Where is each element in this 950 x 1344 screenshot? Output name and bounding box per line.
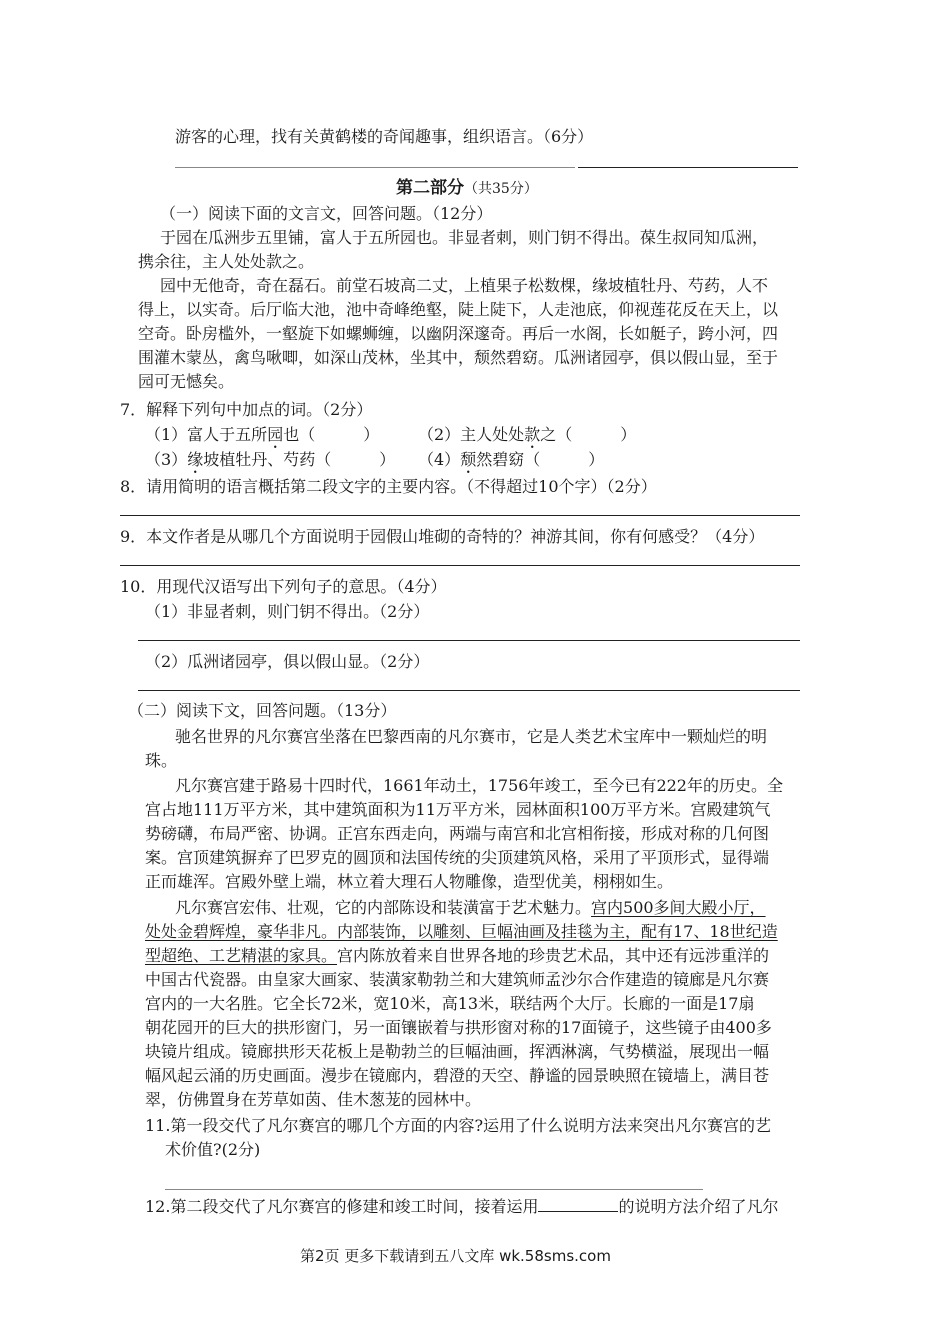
paragraph-line: 驰名世界的凡尔赛宫坐落在巴黎西南的凡尔赛市，它是人类艺术宝库中一颗灿烂的明	[175, 727, 768, 746]
paragraph-line: 凡尔赛宫建于路易十四时代，1661年动土，1756年竣工，至今已有222年的历史。全	[175, 776, 783, 795]
paragraph-line: 空奇。卧房槛外，一壑旋下如螺蛳缠，以幽阴深邃奇。再后一水阁，长如艇子，跨小河，四	[138, 324, 779, 343]
fill-blank[interactable]	[538, 1197, 618, 1212]
answer-line	[138, 640, 800, 641]
paragraph-line: 宫内的一大名胜。它全长72米，宽10米，高13米，联结两个大厅。长廊的一面是17扇	[145, 994, 755, 1013]
answer-line	[175, 167, 575, 168]
paragraph-line: 中国古代瓷器。由皇家大画家、装潢家勒勃兰和大建筑师孟沙尔合作建造的镜廊是凡尔赛	[145, 970, 770, 989]
paragraph-line: 案。宫顶建筑摒弃了巴罗克的圆顶和法国传统的尖顶建筑风格，采用了平顶形式，显得端	[145, 848, 770, 867]
part-score: （共35分）	[464, 181, 538, 197]
question-11: 11.第一段交代了凡尔赛宫的哪几个方面的内容?运用了什么说明方法来突出凡尔赛宫的艺	[145, 1116, 772, 1135]
top-question-line: 游客的心理，找有关黄鹤楼的奇闻趣事，组织语言。（6分）	[175, 127, 594, 146]
paragraph-line: 携余往，主人处处款之。	[138, 252, 315, 271]
section-heading: （二）阅读下文，回答问题。（13分）	[128, 701, 397, 720]
paragraph-line: 块镜片组成。镜廊拱形天花板上是勒勃兰的巨幅油画，挥洒淋漓，气势横溢，展现出一幅	[145, 1042, 770, 1061]
paragraph-line: 朝花园开的巨大的拱形窗门，另一面镶嵌着与拱形窗对称的17面镜子，这些镜子由400多	[145, 1018, 772, 1037]
question-10: 10．用现代汉语写出下列句子的意思。（4分）	[120, 577, 447, 596]
paragraph-line: 势磅礴，布局严密、协调。正宫东西走向，两端与南宫和北宫相衔接，形成对称的几何图	[145, 824, 770, 843]
paragraph-line: 得上，以实奇。后厅临大池，池中奇峰绝壑，陡上陡下，人走池底，仰视莲花反在天上，以	[138, 300, 779, 319]
question-7: 7．解释下列句中加点的词。（2分）	[120, 400, 373, 419]
underlined-text: 处处金碧辉煌，豪华非凡。内部装饰，以雕刻、巨幅油画及挂毯为主，配有17、18世纪造	[145, 922, 778, 941]
question-8: 8．请用简明的语言概括第二段文字的主要内容。（不得超过10个字）（2分）	[120, 477, 657, 496]
q7-item-1: （1）富人于五所园也（ ）	[145, 425, 380, 444]
answer-line	[120, 565, 800, 566]
answer-line	[165, 1189, 703, 1190]
answer-line	[138, 690, 800, 691]
part-heading	[396, 178, 538, 199]
question-11-cont: 术价值?(2分)	[165, 1140, 261, 1159]
paragraph-line: 园中无他奇，奇在磊石。前堂石坡高二丈，上植果子松数棵，缘坡植牡丹、芍药，人不	[160, 276, 769, 295]
question-12: 12.第二段交代了凡尔赛宫的修建和竣工时间，接着运用 的说明方法介绍了凡尔	[145, 1197, 779, 1216]
underlined-text: 型超绝、工艺精湛的家具。	[145, 946, 338, 965]
answer-line	[578, 167, 798, 168]
paragraph-line: 翠，仿佛置身在芳草如茵、佳木葱茏的园林中。	[145, 1090, 482, 1109]
paragraph-line: 凡尔赛宫宏伟、壮观，它的内部陈设和装潢富于艺术魅力。宫内500多间大殿小厅，	[175, 898, 766, 917]
paragraph-line: 正而雄浑。宫殿外壁上端，林立着大理石人物雕像，造型优美，栩栩如生。	[145, 872, 674, 891]
paragraph-line: 围灌木蒙丛，禽鸟啾唧，如深山茂林，坐其中，颓然碧窈。瓜洲诸园亭，俱以假山显，至于	[138, 348, 779, 367]
q10-sentence-2: （2）瓜洲诸园亭，俱以假山显。（2分）	[145, 652, 430, 671]
paragraph-line: 于园在瓜洲步五里铺，富人于五所园也。非显者刺，则门钥不得出。葆生叔同知瓜洲，	[160, 228, 769, 247]
q7-item-2: （2）主人处处款之（ ）	[418, 425, 637, 444]
question-9: 9．本文作者是从哪几个方面说明于园假山堆砌的奇特的？神游其间，你有何感受？（4分）	[120, 527, 765, 546]
paragraph-line: 珠。	[145, 751, 178, 770]
page-footer: 第2页 更多下载请到五八文库 wk.58sms.com	[300, 1247, 611, 1265]
q10-sentence-1: （1）非显者刺，则门钥不得出。（2分）	[145, 602, 430, 621]
paragraph-line: 幅风起云涌的历史画面。漫步在镜廊内，碧澄的天空、静谧的园景映照在镜墙上，满目苍	[145, 1066, 770, 1085]
underlined-text: 宫内500多间大殿小厅，	[591, 898, 766, 917]
paragraph-line: 型超绝、工艺精湛的家具。宫内陈放着来自世界各地的珍贵艺术品，其中还有远涉重洋的	[145, 946, 770, 965]
q7-item-3: （3）缘坡植牡丹、芍药（ ）	[145, 450, 396, 469]
paragraph-line: 园可无憾矣。	[138, 372, 235, 391]
q7-item-4: （4）颓然碧窈（ ）	[418, 450, 605, 469]
section-heading: （一）阅读下面的文言文，回答问题。（12分）	[160, 204, 493, 223]
part-title: 第二部分	[396, 178, 464, 198]
paragraph-line: 宫占地111万平方米，其中建筑面积为11万平方米，园林面积100万平方米。宫殿建筑气	[145, 800, 771, 819]
answer-line	[120, 515, 800, 516]
